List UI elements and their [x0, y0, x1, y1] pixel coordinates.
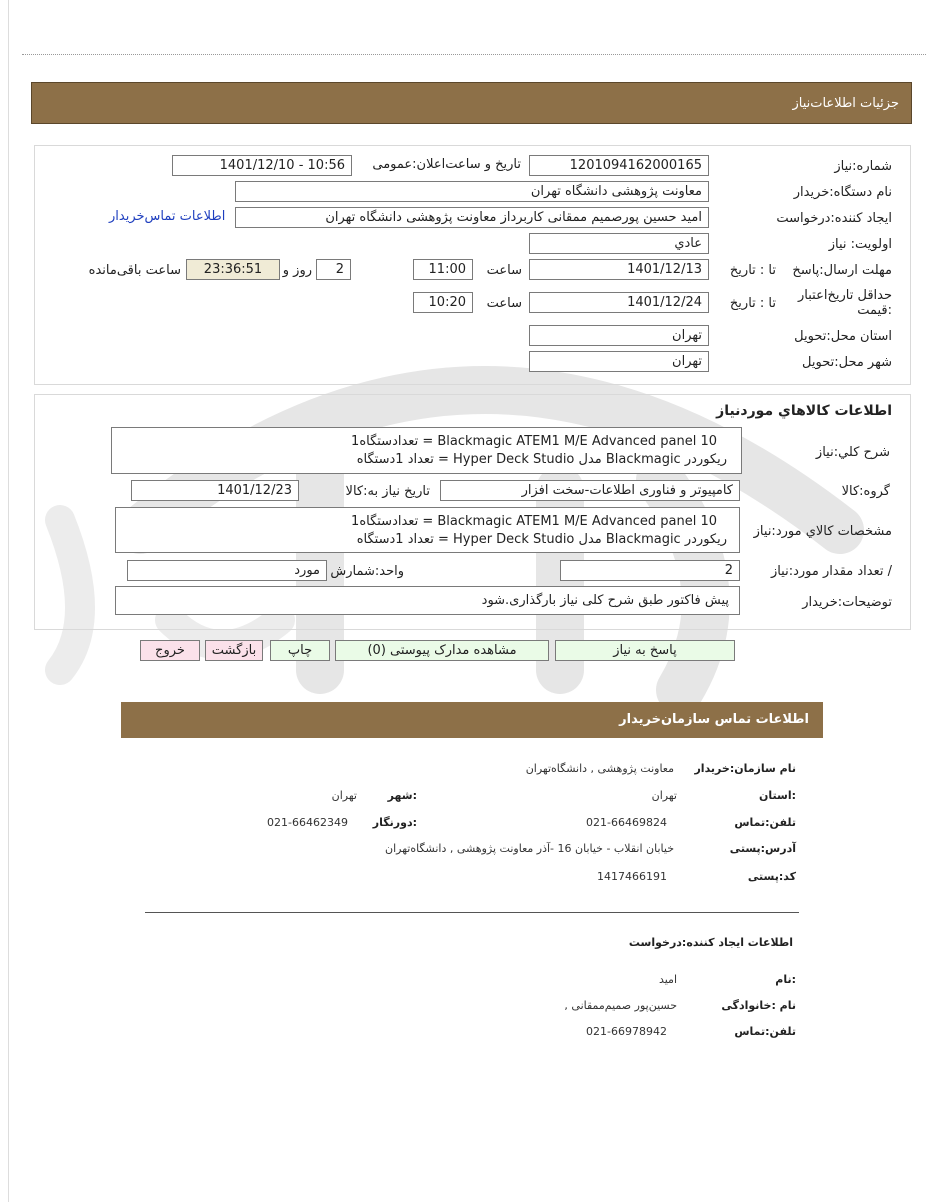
creator-info-title: اطلاعات ایجاد کننده:درخواست: [628, 936, 793, 949]
announce-field: 1401/12/10 - 10:56: [172, 155, 352, 176]
need-number-label: شماره:نیاز: [834, 159, 892, 174]
reply-button[interactable]: پاسخ به نیاز: [555, 640, 735, 661]
days-field: 2: [316, 259, 351, 280]
deadline-time-field: 11:00: [413, 259, 473, 280]
announce-label: تاریخ و ساعت‌اعلان:عمومی: [372, 157, 521, 172]
creator-field: امید حسین پورصمیم ممقانی کاربرداز معاونت پژوهشی دانشگاه تهران: [235, 207, 709, 228]
unit-label: واحد:شمارش: [330, 564, 404, 579]
deadline-date-field: 1401/12/13: [529, 259, 709, 280]
contact-postal-value: 1417466191: [597, 870, 667, 883]
contact-address-value: خیابان انقلاب - خیابان 16 -آذر معاونت پژوهشی , دانشگاه‌تهران: [384, 842, 674, 855]
creator-name-label: :نام: [775, 973, 796, 986]
need-number-field: 1201094162000165: [529, 155, 709, 176]
contact-province-value: تهران: [651, 789, 677, 802]
buyer-contact-link[interactable]: اطلاعات تماس‌خریدار: [109, 209, 226, 224]
deadline-label: مهلت ارسال:پاسخ: [792, 263, 892, 278]
contact-city-label: :شهر: [387, 789, 417, 802]
priority-field: عادي: [529, 233, 709, 254]
details-header-title: جزئیات اطلاعات‌نیاز: [792, 96, 899, 111]
contact-org-label: نام سازمان:خریدار: [694, 762, 796, 775]
contact-city-value: تهران: [331, 789, 357, 802]
validity-time-field: 10:20: [413, 292, 473, 313]
validity-time-label: ساعت: [486, 296, 522, 311]
buyer-notes-label: توضیحات:خریدار: [802, 595, 892, 610]
contact-org-value: معاونت پژوهشی , دانشگاه‌تهران: [525, 762, 674, 775]
validity-label: حداقل تاریخ‌اعتبار :قیمت: [798, 288, 892, 318]
contact-fax-label: :دورنگار: [372, 816, 417, 829]
deadline-time-label: ساعت: [486, 263, 522, 278]
validity-date-field: 1401/12/24: [529, 292, 709, 313]
contact-province-label: :استان: [759, 789, 796, 802]
buyer-org-label: نام دستگاه:خریدار: [793, 185, 892, 200]
contact-separator: [145, 912, 799, 913]
creator-label: ایجاد کننده:درخواست: [776, 211, 892, 226]
remaining-time-field: 23:36:51: [186, 259, 280, 280]
qty-label: / تعداد مقدار مورد:نیاز: [770, 564, 892, 579]
page-left-border: [8, 0, 9, 1202]
remaining-label: ساعت باقی‌مانده: [88, 263, 181, 278]
priority-label: اولویت: نیاز: [828, 237, 892, 252]
city-field: تهران: [529, 351, 709, 372]
buyer-contact-title: اطلاعات تماس سازمان‌خریدار: [619, 712, 809, 727]
days-label: روز و: [282, 263, 312, 278]
back-button[interactable]: بازگشت: [205, 640, 263, 661]
creator-phone-value: 021-66978942: [586, 1025, 667, 1038]
buyer-notes-field: پیش فاکتور طبق شرح کلی نیاز بارگذاری.شود: [115, 586, 740, 615]
goods-spec-line-1: Blackmagic ATEM1 M/E Advanced panel 10 = تعدادستگاه1: [351, 514, 717, 529]
province-field: تهران: [529, 325, 709, 346]
contact-postal-label: کد:پستی: [747, 870, 796, 883]
contact-phone-value: 021-66469824: [586, 816, 667, 829]
attachments-button[interactable]: مشاهده مدارک پیوستی (0): [335, 640, 549, 661]
creator-family-value: حسین‌پور صمیم‌ممقانی ,: [564, 999, 677, 1012]
buyer-org-field: معاونت پژوهشی دانشگاه تهران: [235, 181, 709, 202]
goods-spec-line-2: ریکوردر Blackmagic مدل Hyper Deck Studio = تعداد 1دستگاه: [356, 532, 727, 547]
general-desc-box: [111, 427, 742, 474]
buyer-contact-bar: [121, 702, 823, 738]
exit-button[interactable]: خروج: [140, 640, 200, 661]
province-label: استان محل:تحویل: [794, 329, 892, 344]
need-date-field: 1401/12/23: [131, 480, 299, 501]
qty-field: 2: [560, 560, 740, 581]
goods-spec-box: [115, 507, 740, 553]
contact-fax-value: 021-66462349: [267, 816, 348, 829]
goods-group-label: گروه:کالا: [841, 484, 890, 499]
creator-name-value: امید: [658, 973, 677, 986]
top-divider: [22, 54, 926, 55]
contact-phone-label: تلفن:تماس: [734, 816, 796, 829]
validity-to-date-label: تا : تاریخ: [729, 296, 776, 311]
general-desc-line-1: Blackmagic ATEM1 M/E Advanced panel 10 = تعدادستگاه1: [351, 434, 717, 449]
unit-field: مورد: [127, 560, 327, 581]
details-header-bar: [31, 82, 912, 124]
deadline-to-date-label: تا : تاریخ: [729, 263, 776, 278]
creator-phone-label: تلفن:تماس: [734, 1025, 796, 1038]
goods-section-title: اطلاعات کالاهاي موردنیاز: [716, 403, 892, 419]
print-button[interactable]: چاپ: [270, 640, 330, 661]
goods-spec-label: مشخصات کالاي مورد:نیاز: [753, 524, 892, 539]
contact-address-label: آدرس:پستی: [729, 842, 796, 855]
general-desc-line-2: ریکوردر Blackmagic مدل Hyper Deck Studio = تعداد 1دستگاه: [356, 452, 727, 467]
general-desc-label: شرح کلي:نیاز: [815, 445, 890, 460]
goods-group-field: کامپیوتر و فناوری اطلاعات-سخت افزار: [440, 480, 740, 501]
creator-family-label: نام :خانوادگی: [721, 999, 796, 1012]
need-date-label: تاریخ نیاز به:کالا: [345, 484, 430, 499]
city-label: شهر محل:تحویل: [802, 355, 892, 370]
